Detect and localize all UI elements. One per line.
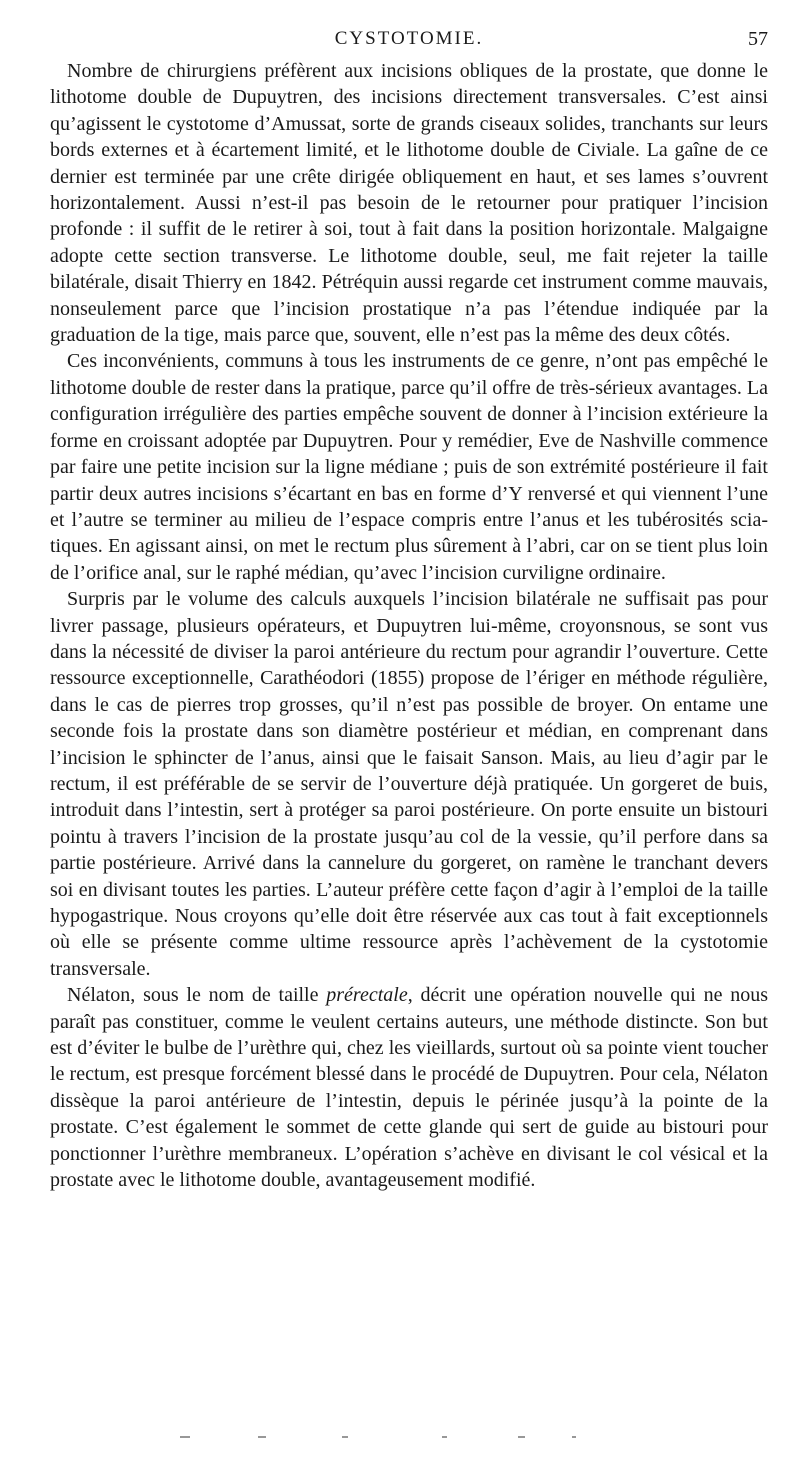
print-speck	[572, 1436, 576, 1438]
running-title: CYSTOTOMIE.	[334, 28, 484, 49]
print-specks	[180, 1436, 600, 1442]
running-header	[50, 28, 768, 58]
paragraph-taille-prerectale-start: Nélaton, sous le nom de taille	[67, 984, 327, 1007]
paragraph-calculs-volumineux: Surpris par le volume des calculs auxquels l’incision bilatérale ne suffisait pas pour livrer passage, plusieurs opérateurs, et Dupuytren lui-même, croyonsnous, se sont vus dans la nécessité de diviser la paroi antérieure du rectum pour agrandir l’ouverture. Cette ressource exceptionnelle, Carathéodori (1855) propose de l’ériger en méthode régulière, dans le cas de pierres trop grosses, qu’il n’est pas possible de broyer. On entame une seconde fois la prostate dans son diamètre postérieur et médian, en comprenant dans l’incision le sphincter de l’anus, ainsi que le faisait Sanson. Mais, au lieu d’agir par le rectum, il est préférable de se servir de l’ouverture déjà pratiquée. Un gorgeret de buis, introduit dans l’intestin, sert à protéger sa paroi postérieure. On porte ensuite un bistouri pointu à travers l’incision de la prostate jusqu’au col de la vessie, qu’il perfore dans sa partie postérieure. Arrivé dans la cannelure du gorgeret, on ramène le tranchant devers soi en divisant toutes les parties. L’auteur préfère cette façon d’agir à l’emploi de la taille hypogastrique. Nous croyons qu’elle doit être réservée aux cas tout à fait exceptionnels où elle se présente comme ultime ressource après l’achèvement de la cystotomie transversale.	[50, 588, 768, 980]
paragraph-taille-prerectale	[50, 982, 768, 1193]
page-number: 57	[748, 28, 768, 50]
term-prerectale: prérectale	[326, 984, 408, 1007]
print-speck	[258, 1436, 266, 1438]
print-speck	[518, 1436, 525, 1438]
print-speck	[180, 1436, 190, 1438]
print-speck	[442, 1436, 447, 1438]
paragraph-inconvenients: Ces inconvénients, communs à tous les instruments de ce genre, n’ont pas empêché le lithotome double de rester dans la pratique, parce qu’il offre de très-sérieux avantages. La configuration irrégulière des parties empêche souvent de donner à l’incision extérieure la forme en croissant adoptée par Dupuytren. Pour y remédier, Eve de Nashville commence par faire une petite incision sur la ligne médiane ; puis de son extrémité postérieure il fait partir deux autres incisions s’écartant en bas en forme d’Y renversé et qui viennent l’une et l’autre se terminer au milieu de l’espace compris entre l’anus et les tubérosités sciatiques. En agissant ainsi, on met le rectum plus sûrement à l’abri, car on se tient plus loin de l’orifice anal, sur le raphé médian, qu’avec l’incision curviligne ordinaire.	[50, 350, 768, 584]
print-speck	[342, 1436, 348, 1438]
paragraph-incisions-transversales: Nombre de chirurgiens préfèrent aux incisions obliques de la prostate, que donne le lithotome double de Dupuytren, des incisions directement transversales. C’est ainsi qu’agissent le cystotome d’Amussat, sorte de grands ciseaux solides, tranchants sur leurs bords externes et à écartement limité, et le lithotome double de Civiale. La gaîne de ce dernier est terminée par une crête dirigée obliquement en haut, et ses lames s’ouvrent horizontalement. Aussi n’est-il pas besoin de le retourner pour pratiquer l’incision profonde : il suffit de le retirer à soi, tout à fait dans la position horizontale. Malgaigne adopte cette section transverse. Le lithotome double, seul, me fait rejeter la taille bilatérale, disait Thierry en 1842. Pétréquin aussi regarde cet instrument comme mauvais, nonseulement parce que l’incision prostatique n’a pas l’étendue indiquée par la graduation de la tige, mais parce que, souvent, elle n’est pas la même des deux côtés.	[50, 60, 768, 347]
paragraph-taille-prerectale-end: , décrit une opération nouvelle qui ne nous paraît pas constituer, comme le veulent certains auteurs, une méthode distincte. Son but est d’éviter le bulbe de l’urèthre qui, chez les vieillards, surtout où sa pointe vient toucher le rectum, est presque forcément blessé dans le procédé de Dupuytren. Pour cela, Nélaton dissèque la paroi antérieure de l’intestin, depuis le périnée jusqu’à la pointe de la prostate. C’est également le sommet de cette glande qui sert de guide au bistouri pour ponctionner l’urèthre membraneux. L’opération s’achève en divisant le col vésical et la prostate avec le lithotome double, avantageusement modifié.	[50, 984, 768, 1192]
page	[50, 28, 768, 1193]
body-text	[50, 58, 768, 1193]
